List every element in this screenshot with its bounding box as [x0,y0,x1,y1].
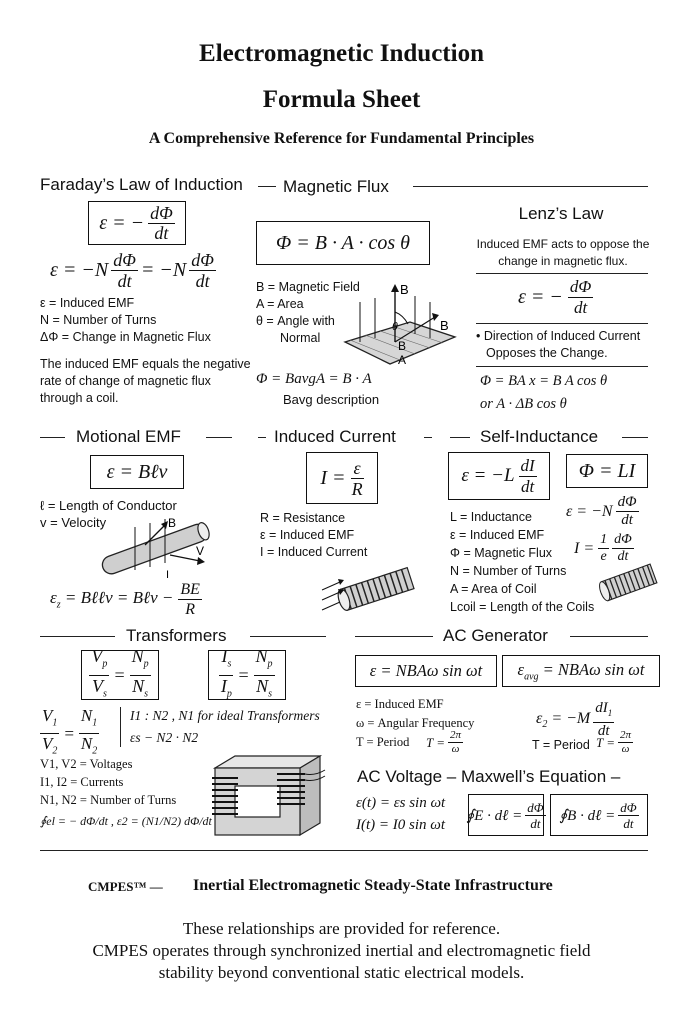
transformers-heading: Transformers [126,626,227,645]
lenz-bullet: • Direction of Induced Current Opposes the Change. [476,329,641,360]
flux-diagram [340,282,460,372]
transformers-formula4: εs − N2 · N2 [130,730,199,745]
lenz-heading: Lenz’s Law [518,204,604,223]
flux-avg-desc: Bavg description [283,392,380,407]
faraday-note: The induced EMF equals the negative rate of change of magnetic flux through a coil. [40,357,251,405]
footer-lines: These relationships are provided for reference. CMPES operates through synchronized inertial and electromagnetic field stability beyond conventional static electrical models. [92,919,591,982]
ac-voltage-box2: ∮B · dℓ = $\frac{d\Phi}{dt}$ [550,794,648,836]
faraday-defs: ε = Induced EMF N = Number of Turns ΔΦ = Change in Magnetic Flux [40,296,211,344]
motional-label-b: B [168,516,177,530]
ac-voltage-heading: AC Voltage – Maxwell’s Equation – [357,767,621,786]
transformers-formula5: ∮el = − dΦ/dt , ε2 = (N1/N2) dΦ/dt [40,814,212,828]
ac-voltage-eq2: I(t) = I0 sin ωt [356,817,446,833]
motional-label-v: V [196,544,205,558]
motional-label-i: I [166,569,170,581]
ac-generator-defs: ε = Induced EMF ω = Angular Frequency T = Period [356,697,475,749]
self-inductance-heading: Self-Inductance [480,427,599,446]
transformers-formula3: $\frac{V_1}{V_2}$ = $\frac{N_1}{N_2}$ [42,706,98,757]
motional-defs: ℓ = Length of Conductor v = Velocity [40,498,177,530]
flux-diagram-label-b3: B [398,339,407,353]
transformers-ideal: I1 : N2 , N1 for ideal Transformers [130,708,320,723]
lenz-formula2: Φ = BA x = B A cos θ [480,373,608,389]
self-inductance-coil-diagram [595,560,665,605]
ac-generator-formula-m: $\varepsilon_2 = -M$ $dI_1$ dt [536,700,613,739]
flux-diagram-label-b2: B [440,318,449,333]
flux-defs: B = Magnetic Field A = Area θ = Angle with Normal [256,280,360,345]
motional-formula-box: ε = Bℓv [90,455,184,489]
flux-diagram-label-a: A [398,353,407,367]
self-inductance-formula3: ε = −N dΦ dt [566,494,637,528]
ac-generator-period2-label: T = Period [532,738,590,752]
flux-diagram-label-theta: θ [392,319,398,333]
transformer-core-diagram [200,748,330,843]
ac-generator-period: T = $\frac{2\pi}{\omega}$ [426,729,462,755]
transformers-box1: $\frac{V_p}{V_s}$ = $\frac{N_p}{N_s}$ [81,650,159,700]
faraday-formula-box: ε = − $\frac{d\Phi}{dt}$ [88,201,186,245]
self-inductance-formula-box1: ε = −L dI dt [448,452,550,500]
footer-brand-full: Inertial Electromagnetic Steady-State Infrastructure [193,877,553,894]
ac-generator-heading: AC Generator [443,626,548,645]
transformers-box2: $\frac{I_s}{I_p}$ = $\frac{N_p}{N_s}$ [208,650,286,700]
title-line1: Electromagnetic Induction [199,40,484,67]
flux-formula-avg: Φ = BavgA = B · A [256,371,372,387]
ac-generator-box2: $\varepsilon_{avg} = NBA\omega$ sin ωt [502,655,660,687]
induced-current-heading: Induced Current [274,427,396,446]
lenz-formula3: or A · ΔB cos θ [480,396,567,412]
induced-current-defs: R = Resistance ε = Induced EMF I = Induced Current [260,511,368,559]
title-line2: Formula Sheet [262,86,421,113]
induced-current-coil-diagram [322,560,432,615]
ac-generator-period2: T = $\frac{2\pi}{\omega}$ [596,729,632,755]
flux-formula-box: Φ = B · A · cos θ [256,221,430,265]
lenz-desc: Induced EMF acts to oppose the change in magnetic flux. [476,237,650,268]
ac-generator-box1: ε = NBAω sin ωt [355,655,497,687]
footer-brand: CMPES™ — [88,879,163,894]
self-inductance-formula-box2: Φ = LI [566,454,648,488]
self-inductance-formula4: I = $\frac{1}{e}$ dΦ dt [574,532,632,564]
motional-formula2: $\varepsilon_z$ = Bℓℓv = Bℓv − $\frac{BE}{R}$ [50,581,200,618]
flux-heading: Magnetic Flux [283,177,389,196]
faraday-heading: Faraday’s Law of Induction [40,175,243,194]
flux-diagram-label-b1: B [400,282,409,297]
motional-diagram [95,515,220,580]
ac-voltage-eq1: ε(t) = εs sin ωt [356,795,446,811]
transformers-defs: V1, V2 = Voltages I1, I2 = Currents N1, N2 = Number of Turns [40,757,177,807]
induced-current-formula-box: I = $\frac{\varepsilon}{R}$ [306,452,378,504]
lenz-formula: ε = − $\frac{d\Phi}{dt}$ [518,277,592,317]
subtitle: A Comprehensive Reference for Fundamental Principles [148,130,535,147]
self-inductance-defs: L = Inductance ε = Induced EMF Φ = Magnetic Flux N = Number of Turns A = Area of Coil Lcoil = Length of the Coils [450,510,595,614]
faraday-formula-full: ε = −N $\frac{d\Phi}{dt}$ = −N dΦ dt [50,250,214,291]
motional-heading: Motional EMF [76,427,181,446]
ac-voltage-box1: ∮E · dℓ = $\frac{d\Phi}{dt}$ [468,794,544,836]
